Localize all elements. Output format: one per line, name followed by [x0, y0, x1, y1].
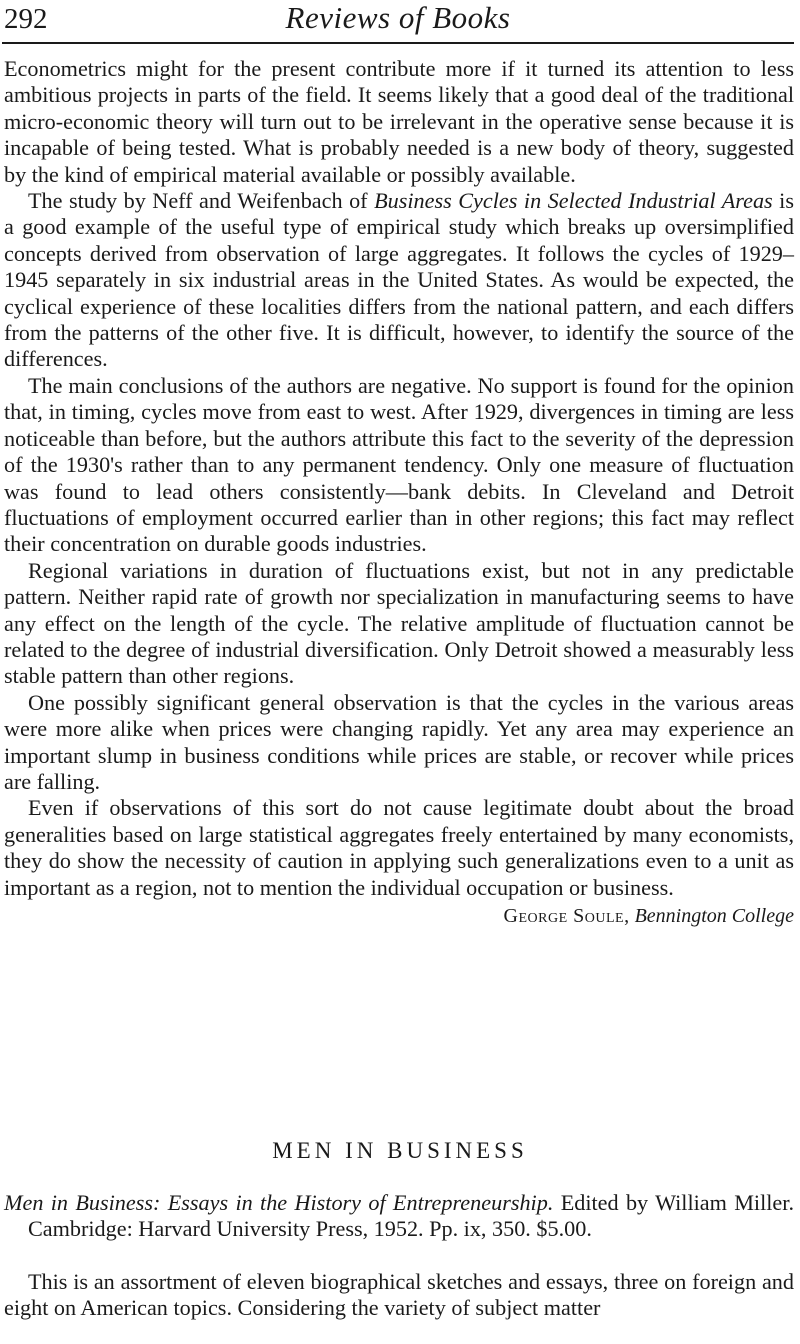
paragraph-4: Regional variations in duration of fluctuations exist, but not in any predictable pattern. Neither rapid rate of growth nor specialization in manufacturing seems to have any effect on the length of the cycle. The relative amplitude of fluctuation cannot be related to the degree of industrial diversification. Only Detroit showed a measurably less stable pattern than other regions. — [4, 557, 794, 689]
page-number: 292 — [4, 3, 48, 35]
page-header — [2, 0, 794, 44]
review-2-body — [4, 1269, 794, 1322]
reviewer-signature — [4, 903, 794, 929]
reviewer-name: George Soule, — [503, 905, 630, 927]
paragraph-2 — [4, 188, 794, 373]
paragraph-2-lead: The study by Neff and Weifenbach of — [28, 188, 375, 214]
paragraph-5: One possibly significant general observation is that the cycles in the various areas were more alike when prices were changing rapidly. Yet any area may experience an important slump in business conditions while prices are stable, or recover while prices are falling. — [4, 689, 794, 794]
review-2-paragraph-1: This is an assortment of eleven biographical sketches and essays, three on foreign and eight on American topics. Considering the variety of subject matter — [4, 1269, 794, 1321]
citation-details: Edited by William Miller. Cambridge: Harvard University Press, 1952. Pp. ix, 350. $5.00. — [28, 1190, 794, 1242]
paragraph-2-rest: is a good example of the useful type of empirical study which breaks up oversimplified concepts derived from observation of large aggregates. It follows the cycles of 1929–1945 separately in six industrial areas in the United States. As would be expected, the cyclical experience of these localities differs from the national pattern, and each differs from the patterns of the other five. It is difficult, however, to identify the source of the differences. — [4, 188, 794, 372]
review-body — [4, 56, 794, 929]
paragraph-3: The main conclusions of the authors are negative. No support is found for the opinion that, in timing, cycles move from east to west. After 1929, divergences in timing are less noticeable than before, but the authors attribute this fact to the severity of the depression of the 1930's rather than to any permanent tendency. Only one measure of fluctuation was found to lead others consistently—bank debits. In Cleveland and Detroit fluctuations of employment occurred earlier than in other regions; this fact may reflect their concentration on durable goods industries. — [4, 372, 794, 557]
paragraph-1: Econometrics might for the present contribute more if it turned its attention to less ambitious projects in parts of the field. It seems likely that a good deal of the traditional micro-economic theory will turn out to be irrelevant in the operative sense because it is incapable of being tested. What is probably needed is a new body of theory, suggested by the kind of empirical material available or possibly available. — [4, 56, 794, 187]
running-head: Reviews of Books — [285, 0, 511, 35]
section-heading: MEN IN BUSINESS — [272, 1138, 528, 1163]
book-title-business-cycles: Business Cycles in Selected Industrial Areas — [374, 188, 773, 214]
paragraph-6: Even if observations of this sort do not cause legitimate doubt about the broad generalities based on large statistical aggregates freely entertained by many economists, they do show the necessity of caution in applying such generalizations even to a unit as important as a region, not to mention the individual occupation or business. — [4, 795, 794, 900]
book-citation — [4, 1190, 794, 1243]
reviewer-institution: Bennington College — [634, 905, 794, 927]
citation-title: Men in Business: Essays in the History of Entrepreneurship. — [4, 1190, 554, 1215]
